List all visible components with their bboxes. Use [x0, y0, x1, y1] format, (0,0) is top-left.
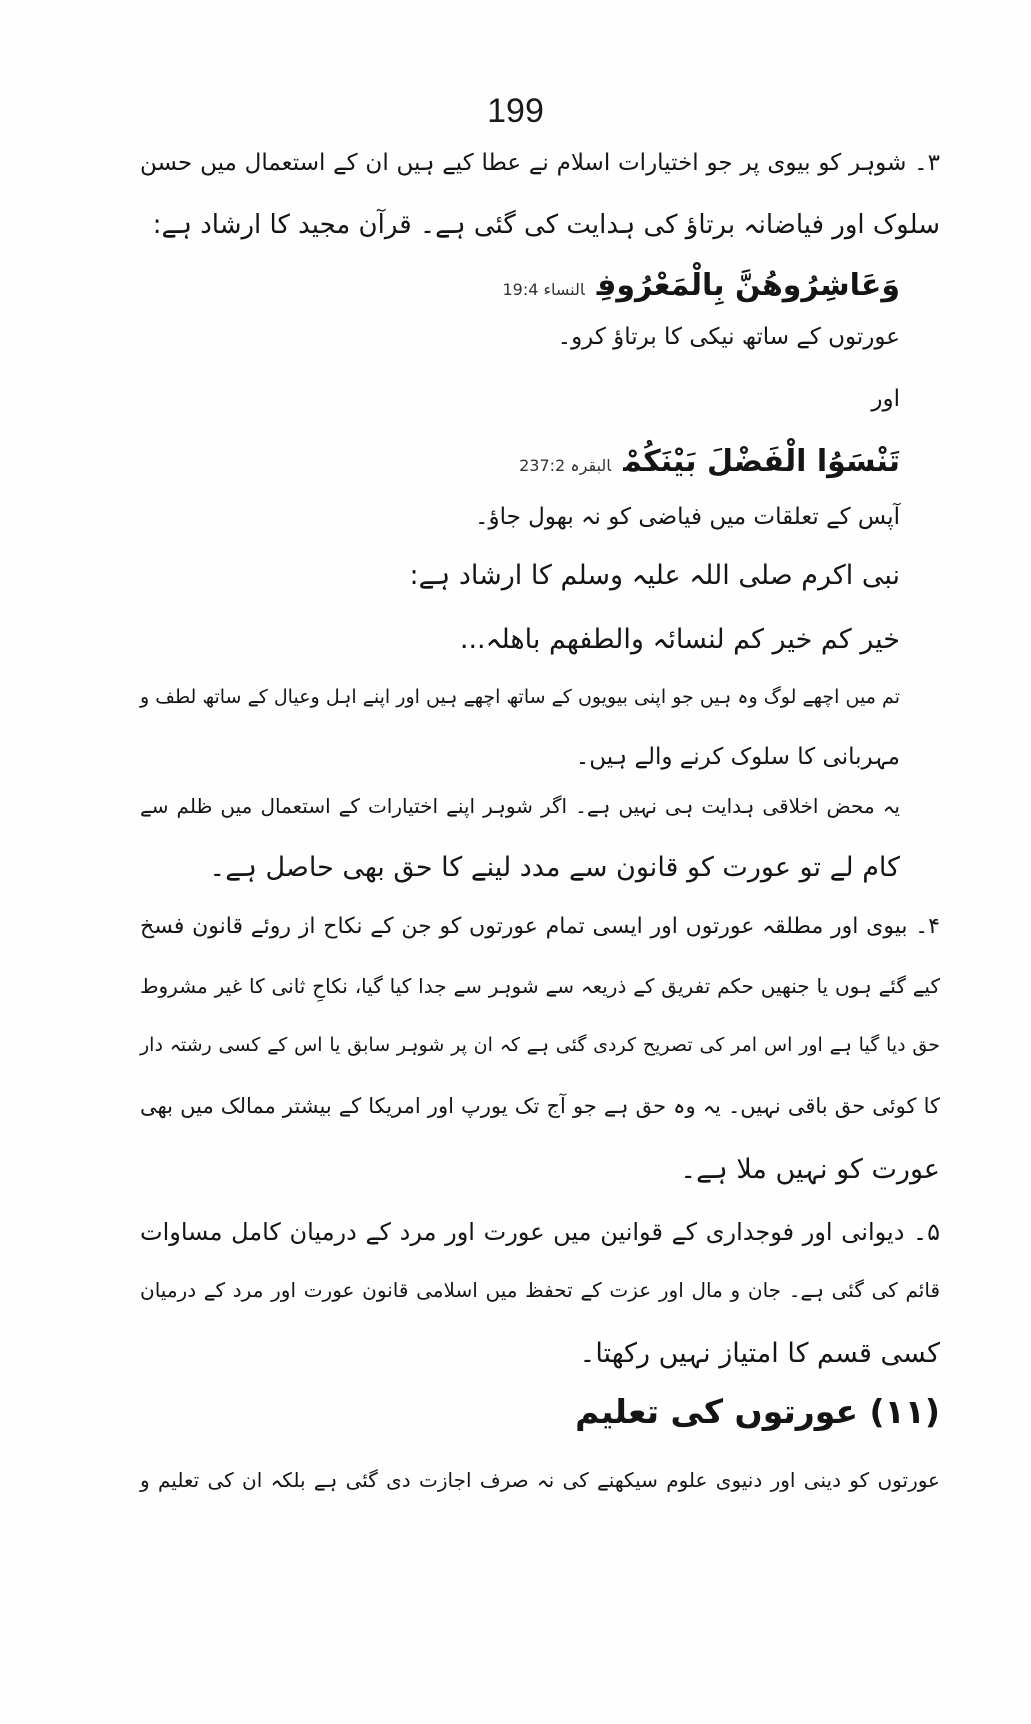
verse1-translation: عورتوں کے ساتھ نیکی کا برتاؤ کرو۔: [557, 324, 900, 350]
para5-line3: کسی قسم کا امتیاز نہیں رکھتا۔: [579, 1338, 940, 1369]
hadith-text: خیر کم خیر کم لنسائہ والطفھم باھلہ...: [459, 624, 900, 655]
para3-line1: ۳۔ شوہر کو بیوی پر جو اختیارات اسلام نے عطا کیے ہیں ان کے استعمال میں حسن: [140, 150, 940, 176]
page-number: 199: [487, 92, 544, 130]
moral-line2: کام لے تو عورت کو قانون سے مدد لینے کا حق بھی حاصل ہے۔: [209, 852, 900, 883]
verse2-reference: البقرہ 237:2: [519, 456, 612, 475]
para3-line2: سلوک اور فیاضانہ برتاؤ کی ہدایت کی گئی ہے۔ قرآن مجید کا ارشاد ہے:: [152, 210, 940, 240]
section-heading: (۱۱) عورتوں کی تعلیم: [575, 1392, 940, 1431]
para4-line1: ۴۔ بیوی اور مطلقہ عورتوں اور ایسی تمام عورتوں کو جن کے نکاح از روئے قانون فسخ: [140, 914, 940, 939]
and-word: اور: [871, 386, 900, 412]
verse1-text: وَعَاشِرُوهُنَّ بِالْمَعْرُوفِ: [596, 268, 900, 303]
verse2-translation: آپس کے تعلقات میں فیاضی کو نہ بھول جاؤ۔: [475, 504, 900, 530]
para4-line5: عورت کو نہیں ملا ہے۔: [680, 1154, 940, 1185]
moral-line1: یہ محض اخلاقی ہدایت ہی نہیں ہے۔ اگر شوہر اپنے اختیارات کے استعمال میں ظلم سے: [140, 794, 900, 818]
hadith-translation-line1: تم میں اچھے لوگ وہ ہیں جو اپنی بیویوں کے ساتھ اچھے ہیں اور اپنے اہل وعیال کے ساتھ لطف و: [140, 686, 900, 708]
para4-line2: کیے گئے ہوں یا جنھیں حکم تفریق کے ذریعہ سے شوہر سے جدا کیا گیا، نکاحِ ثانی کا غیر مشروط: [140, 974, 940, 998]
para4-line3: حق دیا گیا ہے اور اس امر کی تصریح کردی گئی ہے کہ ان پر شوہر سابق یا اس کے کسی رشتہ دار: [140, 1034, 940, 1056]
verse1-reference: النساء 19:4: [502, 280, 585, 299]
para4-line4: کا کوئی حق باقی نہیں۔ یہ وہ حق ہے جو آج تک یورپ اور امریکا کے بیشتر ممالک میں بھی: [140, 1094, 940, 1118]
para5-line1: ۵۔ دیوانی اور فوجداری کے قوانین میں عورت اور مرد کے درمیان کامل مساوات: [140, 1218, 940, 1246]
verse2-text: تَنْسَوُا الْفَضْلَ بَيْنَكُمْ: [623, 444, 900, 479]
hadith-translation-line2: مہربانی کا سلوک کرنے والے ہیں۔: [575, 744, 900, 770]
verse1: [140, 268, 900, 304]
education-line1: عورتوں کو دینی اور دنیوی علوم سیکھنے کی نہ صرف اجازت دی گئی ہے بلکہ ان کی تعلیم و: [140, 1468, 940, 1492]
verse2: [140, 444, 900, 480]
hadith-intro: نبی اکرم صلی اللہ علیہ وسلم کا ارشاد ہے:: [409, 560, 900, 591]
para5-line2: قائم کی گئی ہے۔ جان و مال اور عزت کے تحفظ میں اسلامی قانون عورت اور مرد کے درمیان: [140, 1278, 940, 1302]
